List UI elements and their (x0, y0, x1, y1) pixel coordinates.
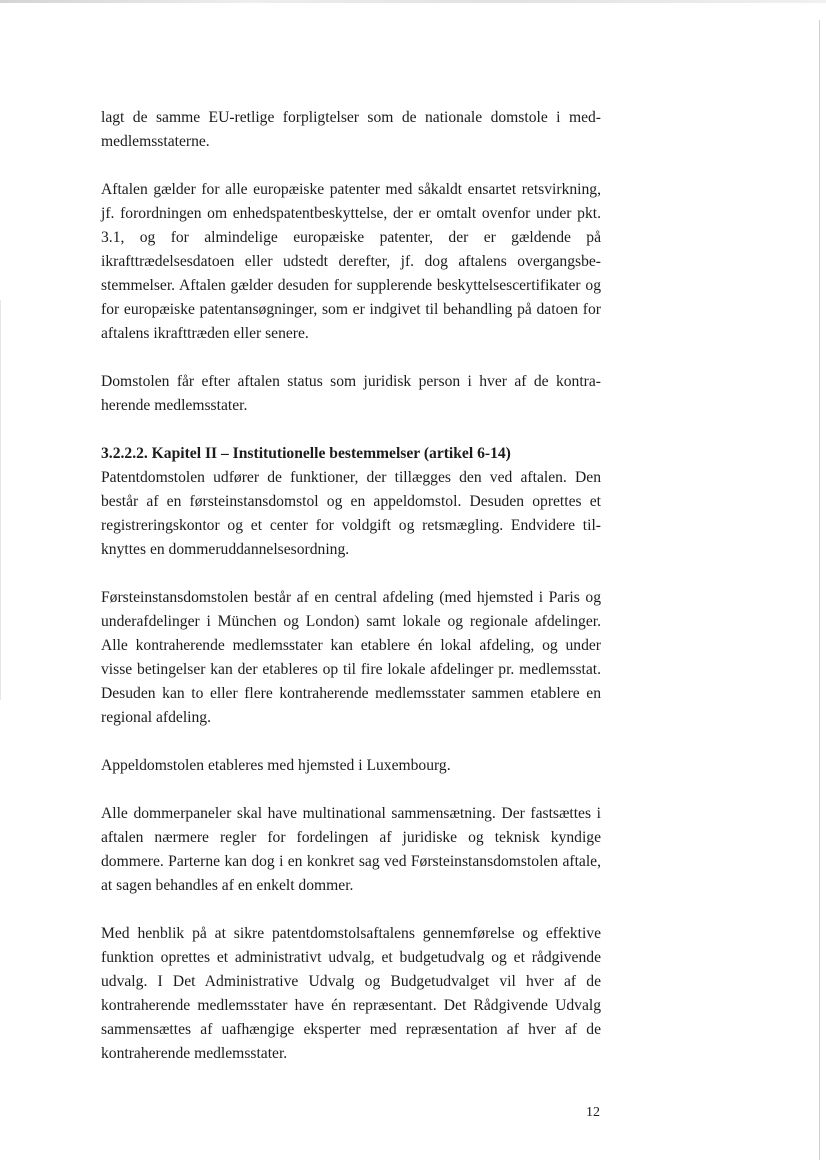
section-institutionelle-bestemmelser (101, 442, 601, 562)
scan-edge-right (819, 20, 820, 1160)
page-number: 12 (586, 1105, 600, 1120)
document-body (101, 106, 601, 1090)
paragraph: Alle dommerpaneler skal have multinational sammensætning. Der fastsættes i aftalen nærmere regler for fordelingen af juridiske og teknisk kyndige dommere. Parterne kan dog i en konkret sag ved Førsteinstansdomstolen aftale, at sagen behandles af en enkelt dommer. (101, 805, 601, 894)
paragraph: lagt de samme EU-retlige forpligtelser som de nationale domstole i medmedlemsstaterne. (101, 109, 601, 150)
section-heading: 3.2.2.2. Kapitel II – Institutionelle bestemmelser (artikel 6-14) (101, 445, 511, 462)
scan-edge-left (0, 300, 1, 700)
paragraph: Appeldomstolen etableres med hjemsted i Luxembourg. (101, 757, 451, 774)
paragraph: Førsteinstansdomstolen består af en central afdeling (med hjemsted i Paris og underafdelinger i München og London) samt lokale og regionale afdelinger. Alle kontraherende medlemsstater kan etablere én lokal afdeling, og under visse betingelser kan der etableres op til fire lokale afdelinger pr. medlemsstat. Desuden kan to eller flere kontraherende medlemsstater sammen etablere en regional afdeling. (101, 589, 601, 726)
paragraph: Domstolen får efter aftalen status som juridisk person i hver af de kontraherende medlemsstater. (101, 373, 601, 414)
scan-edge-top (0, 0, 826, 3)
paragraph: Aftalen gælder for alle europæiske patenter med såkaldt ensartet retsvirkning, jf. forordningen om enhedspatentbeskyttelse, der er omtalt ovenfor under pkt. 3.1, og for almindelige europæiske patenter, der er gældende på ikrafttrædelsesdatoen eller udstedt derefter, jf. dog aftalens overgangsbestemmelser. Aftalen gælder desuden for supplerende beskyttelsescertifikater og for europæiske patentansøgninger, som er indgivet til behandling på datoen for aftalens ikrafttræden eller senere. (101, 181, 601, 342)
paragraph: Med henblik på at sikre patentdomstolsaftalens gennemførelse og effektive funktion oprettes et administrativt udvalg, et budgetudvalg og et rådgivende udvalg. I Det Administrative Udvalg og Budgetudvalget vil hver af de kontraherende medlemsstater have én repræsentant. Det Rådgivende Udvalg sammensættes af uafhængige eksperter med repræsentation af hver af de kontraherende medlemsstater. (101, 925, 601, 1062)
paragraph: Patentdomstolen udfører de funktioner, der tillægges den ved aftalen. Den består af en førsteinstansdomstol og en appeldomstol. Desuden oprettes et registreringskontor og et center for voldgift og retsmægling. Endvidere tilknyttes en dommeruddannelsesordning. (101, 469, 601, 558)
